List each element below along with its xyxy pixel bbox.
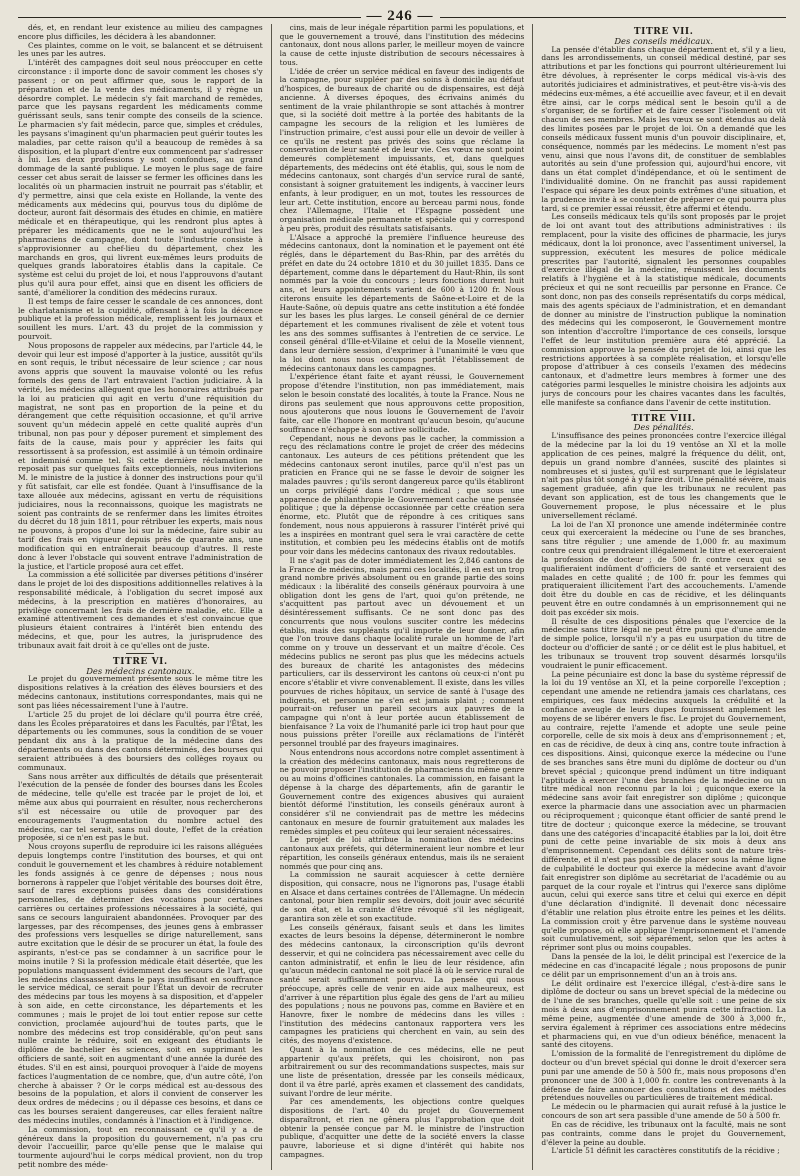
column-1 [18,24,263,1170]
paragraph: Nous croyons superflu de reproduire ici les raisons alléguées depuis longtemps contre l'institution des bourses, et qui ont conduit le gouvernement et les chambres à réduire notablement les fonds assignés à ce genre de dépenses ; nous nous bornerons à rappeler que l'objet véritable des bourses doit être, sauf de rares exceptions puisées dans des considérations personnelles, de déterminer des vocations pour certaines carrières ou certaines professions nécessaires à la société, qui sans ce secours languiraient abandonnées. Provoquer par des largesses, par des récompenses, des jeunes gens à embrasser des professions vers lesquelles se dirige naturellement, sans autre excitation que le désir de se procurer un état, la foule des aspirants, n'est-ce pas se condamner à un sacrifice pour le moins inutile ? Si la profession médicale était désertée, que les populations manquassent évidemment des secours de l'art, que les médecins classassent dans le pays insuffisant en souffrance le service médical, ce serait pour l'État un devoir de recruter des médecins par tous les moyens à sa disposition, et d'appeler à son aide, en cette circonstance, les départements et les communes ; mais le projet de loi tout entier repose sur cette conviction, proclamée aujourd'hui de toutes parts, que le nombre des médecins est trop considérable, qu'on peut sans nulle crainte le réduire, soit en exigeant des étudiants le diplôme de bachelier ès sciences, soit en supprimant les officiers de santé, soit en augmentant d'une année la durée des études. S'il en est ainsi, pourquoi provoquer à l'aide de moyens factices l'augmentation de ce nombre, que, d'un autre côté, l'on cherche à abaisser ? Or le corps médical est au-dessous des besoins de la population, et alors il convient de conserver les deux ordres de médecins ; ou il dépasse ces besoins, et dans ce cas les bourses seraient dangereuses, car elles feraient naître des médecins inutiles, condamnés à l'inaction et à l'indigence. [18,842,263,1125]
paragraph: La commission, tout en reconnaissant ce qu'il y a de généreux dans la proposition du gouvernement, n'a pas cru devoir l'accueillir, parce qu'elle pense que le malaise qui tourmente aujourd'hui le corps médical provient, non du trop petit nombre des méde- [18,1124,263,1169]
section-title-7: TITRE VII. [633,27,694,37]
paragraph: L'expérience étant faite et ayant réussi, le Gouvernement propose d'étendre l'institution, non pas immédiatement, mais selon le besoin constaté des localités, à toute la France. Nous ne dirons pas seulement que nous approuvons cette proposition, nous ajouterons que nous louons le Gouvernement de l'avoir faite, car elle l'honore en montrant qu'aucun besoin, qu'aucune souffrance n'échappe à son active sollicitude. [279,372,525,434]
paragraph: cins, mais de leur inégale répartition parmi les populations, et que le gouvernement a trouvé, dans l'institution des médecins cantonaux, dont nous allons parler, le meilleur moyen de vaincre la cause de cette injuste distribution de secours nécessaires à tous. [279,24,525,67]
paragraph: Nous entendrons nous accordons notre complet assentiment à la création des médecins cantonaux, mais nous regretterons de ne pouvoir proposer l'institution de pharmaciens du même genre ou au moins d'officines cantonales. La commission, en faisant la dépense à la charge des départements, afin de garantir le Gouvernement contre des exigences abusives qui auraient bientôt déformé l'institution, les conseils généraux auront à considérer s'il ne conviendrait pas de mettre les médecins cantonaux en mesure de fournir gratuitement aux malades les remèdes simples et peu coûteux qui leur seraient nécessaires. [279,747,525,836]
column-3 [541,24,786,1170]
paragraph: dés, et, en rendant leur existence au milieu des campagnes encore plus difficiles, les décidera à les abandonner. [18,24,263,41]
column-divider [532,24,533,1170]
paragraph: Cependant, nous ne devons pas le cacher, la commission a reçu des réclamations contre le projet de créer des médecins cantonaux. Les auteurs de ces pétitions prétendent que les médecins cantonaux seront inutiles, parce qu'il n'est pas un praticien en France qui ne se fasse le devoir de soigner les malades pauvres ; qu'ils seront dangereux parce qu'ils établiront un corps privilégié dans l'ordre médical ; que sous une apparence de philanthropie le Gouvernement cache une pensée politique ; que la dépense occasionnée par cette création sera énorme, etc. Plutôt que de répondre à ces critiques sans fondement, nous nous appuierons à rassurer l'intérêt privé qui les a inspirées en montrant quel sera le vrai caractère de cette institution, et combien peu les médecins établis ont de motifs pour voir dans les médecins cantonaux des rivaux redoutables. [279,433,525,557]
page-number [0,8,800,25]
paragraph: Quant à la nomination de ces médecins, elle ne peut appartenir qu'aux préfets, qui les choisiront, non pas arbitrairement ou sur des recommandations suspectes, mais sur une liste de présentation, dressée par les conseils médicaux, dont il va être parlé, après examen et classement des candidats, suivant l'ordre de leur mérite. [279,1044,525,1098]
paragraph: L'insuffisance des peines prononcées contre l'exercice illégal de la médecine par la loi du 19 ventôse an XI et la molle application de ces peines, malgré la fréquence du délit, ont, depuis un grand nombre d'années, suscité des plaintes si nombreuses et si justes, qu'il est surprenant que le législateur n'ait pas plus tôt songé à y faire droit. Une pénalité sévère, mais sagement graduée, afin que les tribunaux ne reculent pas devant son application, est de tous les changements que le Gouvernement propose, le plus nécessaire et le plus universellement réclamé. [541,431,787,520]
paragraph: L'intérêt des campagnes doit seul nous préoccuper en cette circonstance : il importe donc de savoir comment les choses s'y passent ; or on peut affirmer que, sous le rapport de la préparation et de la vente des médicaments, il y règne un désordre complet. Le médecin s'y fait marchand de remèdes, parce que les paysans regardent les médicaments comme guérissant seuls, sans tenir compte des conseils de la science. Le pharmacien s'y fait médecin, parce que, simples et crédules, les paysans s'imaginent qu'un pharmacien peut guérir toutes les maladies, par cette raison qu'il a beaucoup de remèdes à sa disposition, et la plupart d'entre eux commencent par s'adresser à lui. Les deux professions y sont confondues, au grand dommage de la santé publique. Le moyen le plus sage de faire cesser cet abus serait de laisser se fermer les officines dans les localités où un pharmacien instruit ne pourrait pas s'établir, et d'y permettre, ainsi que cela existe en Hollande, la vente des médicaments aux médecins qui, pourvus tous du diplôme de docteur, auront fait désormais des études en chimie, en matière médicale et en thérapeutique, qui les rendront plus aptes à préparer les médicaments que ne le sont aujourd'hui les pharmaciens de campagne, dont toute l'industrie consiste à s'approvisionner au chef-lieu du département, chez les marchands en gros, qui livrent eux-mêmes leurs produits de quelques grands laboratoires établis dans la capitale. Ce système est celui du projet de loi, et nous l'approuvons d'autant plus qu'il aura pour effet, ainsi que en disent les officiers de santé, d'améliorer la condition des médecins ruraux. [18,58,263,297]
paragraph: La loi de l'an XI prononce une amende indéterminée contre ceux qui exerceraient la médecine ou l'une de ses branches, sans titre régulier ; une amende de 1,000 fr. au maximum contre ceux qui prendraient illégalement le titre et exerceraient la profession de docteur ; de 500 fr. contre ceux qui se qualifieraient indûment d'officiers de santé et verseraient des malades en cette qualité ; de 100 fr. pour les femmes qui pratiqueraient illicitement l'art des accouchements. L'amende doit être du double en cas de récidive, et les délinquants peuvent être en outre condamnés à un emprisonnement qui ne doit pas excéder six mois. [541,519,787,617]
section-separator [126,653,154,654]
paragraph: L'idée de créer un service médical en faveur des indigents de la campagne, pour suppléer par des soins à domicile au défaut d'hospices, de bureaux de charité ou de dispensaires, est déjà ancienne. À diverses époques, des écrivains animés du sentiment de la vraie philanthropie se sont attachés à montrer que, si la société doit mettre à la portée des habitants de la campagne les secours de la religion et les lumières de l'instruction primaire, c'est aussi pour elle un devoir de veiller à ce qu'ils ne restent pas privés des soins que réclame la conservation de leur santé et de leur vie. Ces vœux ne sont point demeurés complètement impuissants, et, dans quelques départements, des médecins ont été établis, qui, sous le nom de médecins cantonaux, sont chargés d'un service rural de santé, consistant à soigner gratuitement les indigents, à vacciner leurs enfants, à leur prodiguer, en un mot, toutes les ressources de leur art. Cette institution, encore au berceau parmi nous, fonde chez l'Allemagne, l'Italie et l'Espagne possèdent une organisation médicale permanente et spéciale qui y correspond à peu près, produit des résultats satisfaisants. [279,66,525,233]
paragraph: Les conseils généraux, faisant seuls et dans les limites exactes de leurs besoins la dépense, détermineront le nombre des médecins cantonaux, la circonscription qu'ils devront desservir, et qui ne coïncidera pas nécessairement avec celle du canton administratif, et enfin le lieu de leur résidence, afin qu'aucun médecin cantonal ne soit placé là où le service rural de santé serait suffisamment pourvu. La pensée qui nous préoccupe, après celle de venir en aide aux malheureux, est d'arriver à une répartition plus égale des gens de l'art au milieu des populations ; nous ne pouvons pas, comme en Bavière et en Hanovre, fixer le nombre de médecins dans les villes : l'institution des médecins cantonaux rapportera vers les campagnes les praticiens qui cherchent en vain, au sein des cités, des moyens d'existence. [279,922,525,1046]
paragraph: La peine pécuniaire est donc la base du système répressif de la loi du 19 ventôse an XI, et la peine corporelle l'exception ; cependant une amende ne retiendra jamais ces charlatans, ces empiriques, ces faux médecins auxquels la crédulité et la confiance aveugle de leurs dupes fournissent amplement les moyens de se libérer envers le fisc. Le projet du Gouvernement, au contraire, rejette l'amende et adopte une seule peine corporelle, celle de six mois à deux ans d'emprisonnement ; et, en cas de récidive, de deux à cinq ans, contre toute infraction à ces dispositions. Ainsi, quiconque exerce la médecine ou l'une de ses branches sans être muni du diplôme de docteur ou d'un brevet spécial ; quiconque prend indûment un titre indiquant l'aptitude à exercer l'une des branches de la médecine ou un titre médical non reconnu par la loi ; quiconque exerce la médecine sans avoir fait enregistrer son diplôme ; quiconque exerce la pharmacie dans une association avec un pharmacien ou réciproquement ; quiconque étant officier de santé prend le titre de docteur ; quiconque exerce la médecine, se trouvant dans une des catégories d'incapacité établies par la loi, doit être puni de cette peine invariable de six mois à deux ans d'emprisonnement. Cependant ces délits sont de nature très-différente, et il n'est pas possible de placer sous la même ligne de culpabilité le docteur qui exerce la médecine avant d'avoir fait enregistrer son diplôme au secrétariat de l'académie ou au parquet de la cour royale et l'intrus qui l'exerce sans diplôme aucun, celui qui exerce sans titre et celui qui exerce en dépit d'une déclaration d'indignité. Il devenait donc nécessaire d'établir une relation plus étroite entre les peines et les délits. La commission croit y être parvenue dans le système nouveau qu'elle propose, où elle applique l'emprisonnement et l'amende soit cumulativement, soit séparément, selon que les actes à réprimer sont plus ou moins coupables. [541,669,787,953]
column-2 [280,24,525,1170]
section-subtitle-8: Des pénalités. [633,422,694,433]
section-subtitle-6: Des médecins cantonaux. [86,665,195,676]
columns [18,24,786,1170]
paragraph: Sans nous arrêter aux difficultés de détails que présenterait l'exécution de la pensée de fonder des bourses dans les Écoles de médecine, telle qu'elle est tracée par le projet de loi, et même aux abus qui pourraient en résulter, nous rechercherons s'il est nécessaire ou utile de provoquer par des encouragements l'augmentation du nombre actuel des médecins, car tel serait, sans nul doute, l'effet de la création proposée, si ce n'en est pas le but. [18,771,263,843]
paragraph: Il résulte de ces dispositions pénales que l'exercice de la médecine sans titre légal ne peut être puni que d'une amende de simple police, lorsqu'il n'y a pas eu usurpation du titre de docteur ou d'officier de santé ; or ce délit est le plus habituel, et les tribunaux se trouvent trop souvent désarmés lorsqu'ils voudraient le punir efficacement. [541,616,787,670]
paragraph: L'article 51 définit les caractères constitutifs de la récidive ; [551,1146,780,1156]
section-title-8: TITRE VIII. [631,413,696,424]
column-divider [271,24,272,1170]
paragraph: L'Alsace a approché la première l'influence heureuse des médecins cantonaux, dont la nomination et le payement ont été réglés, dans le département du Bas-Rhin, par des arrêtés du préfet en date du 24 octobre 1810 et du 30 juillet 1835. Dans ce département, comme dans le département du Haut-Rhin, ils sont nommés par la voie du concours ; leurs fonctions durent huit ans, et leurs appointements varient de 600 à 1200 fr. Nous citerons ensuite les départements de Saône-et-Loire et de la Haute-Saône, où depuis quatre ans cette institution a été fondée sur les bases les plus larges. Le conseil général de ce dernier département et les communes rivalisent de zèle et votent tous les ans des sommes suffisantes à l'entretien de ce service. Le conseil général d'Ille-et-Vilaine et celui de la Moselle viennent, dans leur dernière session, d'exprimer à l'unanimité le vœu que la loi dont nous nous occupons portât l'établissement de médecins cantonaux dans les campagnes. [279,232,525,373]
paragraph: Le médecin ou le pharmacien qui aurait refusé à la justice le concours de son art sera passible d'une amende de 50 à 500 fr. [541,1102,787,1121]
paragraph: Nous proposons de rappeler aux médecins, par l'article 44, le devoir qui leur est imposé d'apporter à la justice, aussitôt qu'ils en sont requis, le tribut nécessaire de leur science ; car nous avons appris que souvent la mauvaise volonté ou les refus formels des gens de l'art entravaient l'action judiciaire. À la vérité, les médecins allèguent que les honoraires attribués par la loi au praticien qui agit en vertu d'une réquisition du magistrat, ne sont pas en proportion de la peine et du dérangement que cette réquisition occasionne, et qu'il arrive souvent qu'un médecin appelé en cette qualité auprès d'un tribunal, non pas pour y déposer purement et simplement des faits de la cause, mais pour y apprécier les faits qui ressortissent à sa profession, est assimilé à un témoin ordinaire et indemnisé comme tel. Si cette dernière réclamation ne reposait pas sur quelques faits exceptionnels, nous inviterions M. le ministre de la justice à donner des instructions pour qu'il y fût satisfait, car elle est fondée. Quant à l'insuffisance de la taxe allouée aux médecins, agissant en vertu de réquisitions judiciaires, nous la reconnaissons, quoique les magistrats ne soient pas contraints de se renfermer dans les limites étroites du décret du 18 juin 1811, pour rétribuer les experts, mais nous ne pouvons, à propos d'une loi sur la médecine, faire subir au tarif des frais en vigueur depuis près de quarante ans, une modification qui en entraînerait beaucoup d'autres. Il reste donc à lever l'obstacle qui souvent entrave l'administration de la justice, et l'article proposé aura cet effet. [18,340,263,571]
paragraph: Dans la pensée de la loi, le délit principal est l'exercice de la médecine en cas d'incapacité légale ; nous proposons de punir ce délit par un emprisonnement d'un an à trois ans. [541,952,787,979]
paragraph: Ces plaintes, comme on le voit, se balancent et se détruisent les unes par les autres. [18,40,263,59]
paragraph: Il est temps de faire cesser le scandale de ces annonces, dont le charlatanisme et la cupidité, offensant à la fois la décence publique et la profession médicale, remplissent les journaux et souillent les murs. L'art. 43 du projet de la commission y pourvoit. [18,296,263,341]
section-title-6: TITRE VI. [112,656,168,667]
paragraph: Le projet du gouvernement présente sous le même titre les dispositions relatives à la création des élèves boursiers et des médecins cantonaux, institutions correspondantes, mais qui ne sont pas liées nécessairement l'une à l'autre. [18,674,263,710]
paragraph: La pensée d'établir dans chaque département et, s'il y a lieu, dans les arrondissements, un conseil médical destiné, par ses attributions et par les fonctions qui pourront ultérieurement lui être dévolues, à représenter le corps médical vis-à-vis des autorités judiciaires et administratives, et peut-être vis-à-vis des médecins eux-mêmes, a été accueillie avec faveur, et il en devait être ainsi, car le corps médical sent le besoin qu'il a de s'organiser, de se fortifier et de faire cesser l'isolement où vit chacun de ses membres. Mais les vœux se sont étendus au delà des limites posées par le projet de loi. On a demandé que les conseils médicaux fussent munis d'un pouvoir disciplinaire, et, conséquence, nommés par les médecins. Le moment n'est pas venu, ainsi que nous l'avons dit, de constituer de semblables autorités au sein d'une profession qui, aujourd'hui encore, vit dans un état complet d'indépendance, et où le sentiment de l'individualité domine. On ne franchit pas aussi rapidement l'espace qui sépare les deux points extrêmes d'une situation, et la prudence invite à se contenter de préparer ce qui pourra plus tard, si ce premier essai réussit, être affermi et étendu. [541,44,787,213]
paragraph: Il ne s'agit pas de doter immédiatement les 2,846 cantons de la France de médecins, mais parmi ces localités, il en est un trop grand nombre privés absolument ou en grande partie des soins médicaux : la libéralité des conseils généraux pourvoira à une obligation dont les gens de l'art, quoi qu'on prétende, ne s'acquittent pas partout avec un dévouement et un désintéressement suffisants. Ce ne sont donc pas des concurrents que nous voulons susciter contre les médecins établis, mais des suppléants qu'il importe de leur donner, afin que l'on trouve dans chaque localité rurale un homme de l'art comme on y trouve un desservant et un maître d'école. Ces médecins publics ne seront pas plus que les médecins actuels des bureaux de charité les antagonistes des médecins particuliers, car ils desserviront les cantons où ceux-ci n'ont pu encore s'établir et vivre convenablement. Il existe, dans les villes pourvues de riches hôpitaux, un service de santé à l'usage des indigents, et personne ne s'en est jamais plaint ; comment pourrait-on refuser un pareil secours aux pauvres de la campagne qui n'ont à leur portée aucun établissement de bienfaisance ? La voix de l'humanité parle ici trop haut pour que nous puissions prêter l'oreille aux réclamations de l'intérêt personnel troublé par des frayeurs imaginaires. [279,555,525,749]
paragraph: En cas de récidive, les tribunaux ont la faculté, mais ne sont pas contraints, comme dans le projet du Gouvernement, d'élever la peine au double. [541,1119,787,1147]
paragraph: Par ces amendements, les objections contre quelques dispositions de l'art. 40 du projet du Gouvernement disparaîtront, et rien ne gênera plus l'approbation que doit obtenir la pensée conçue par M. le ministre de l'instruction publique, d'acquitter une dette de la société envers la classe pauvre, laborieuse et si digne d'intérêt qui habite nos campagnes. [279,1097,525,1159]
paragraph: La commission a été sollicitée par diverses pétitions d'insérer dans le projet de loi des dispositions additionnelles relatives à la responsabilité médicale, à l'obligation du secret imposé aux médecins, à la prescription en matières d'honoraires, au privilège concernant les frais de dernière maladie, etc. Elle a examiné attentivement ces demandes et s'est convaincue que plusieurs étaient contraires à l'intérêt bien entendu des médecins, et que, pour les autres, la jurisprudence des tribunaux avait fait droit à ce qu'elles ont de juste. [18,570,263,650]
section-subtitle-7: Des conseils médicaux. [614,35,714,46]
paragraph: L'omission de la formalité de l'enregistrement du diplôme de docteur ou d'un brevet spécial qui donne le droit d'exercer sera puni par une amende de 50 à 500 fr., mais nous proposons d'en prononcer une de 300 à 1,000 fr. contre les contrevenants à la défense de faire annoncer des consultations et des méthodes prétendues nouvelles ou particulières de traitement médical. [541,1049,787,1103]
paragraph: Les conseils médicaux tels qu'ils sont proposés par le projet de loi ont avant tout des attributions administratives : ils remplacent, pour la visite des officines de pharmacie, les jurys médicaux, dont la loi prononce, avec l'assentiment universel, la suppression, exécutent les mesures de police médicale prescrites par l'autorité, signalent les personnes coupables d'exercice illégal de la médecine, réunissent les documents relatifs à l'hygiène et à la statistique médicale, documents précieux et qui ne sont recueillis par personne en France. Ce sont donc, non pas des conseils représentatifs du corps médical, mais des agents spéciaux de l'administration, et en demandant de donner au ministre de l'instruction publique la nomination des médecins qui les composeront, le Gouvernement montre son intention d'accroître l'importance de ces conseils, lorsque l'effet de leur institution première aura été apprécié. La commission approuve la pensée du projet de loi, ainsi que les restrictions apportées à sa complète réalisation, et lorsqu'elle propose d'attribuer à ces conseils l'examen des médecins cantonaux, et d'admettre leurs membres à former une des catégories parmi lesquelles le ministre choisira les adjoints aux jurys de concours pour les chaires vacantes dans les facultés, elle manifeste sa confiance dans l'avenir de cette institution. [541,212,787,407]
paragraph: Le projet de loi attribue la nomination des médecins cantonaux aux préfets, qui détermineraient leur nombre et leur répartition, les conseils généraux entendus, mais ils ne seraient nommés que pour cinq ans. [279,835,525,871]
section-separator [650,410,678,411]
paragraph: L'article 25 du projet de loi déclare qu'il pourra être créé, dans les Écoles préparatoires et dans les Facultés, par l'État, les départements ou les communes, sous la condition de se vouer pendant dix ans à la pratique de la médecine dans des départements ou dans des cantons déterminés, des bourses qui seraient attribuées à des boursiers des collèges royaux ou communaux. [18,709,263,772]
paragraph: Le délit ordinaire est l'exercice illégal, c'est-à-dire sans le diplôme de docteur ou sans un brevet spécial de la médecine ou de l'une de ses branches, quelle qu'elle soit : une peine de six mois à deux ans d'emprisonnement punira cette infraction. La même peine, augmentée d'une amende de 300 à 3,000 fr., servira également à réprimer ces associations entre médecins et pharmaciens qui, en vue d'un odieux bénéfice, menacent la santé des citoyens. [541,978,787,1050]
paragraph: La commission ne saurait acquiescer à cette dernière disposition, qui consacre, nous ne l'ignorons pas, l'usage établi en Alsace et dans certaines contrées de l'Allemagne. Un médecin cantonal, pour bien remplir ses devoirs, doit jouir avec sécurité de son état, et la crainte d'être révoqué s'il les négligeait, garantira son zèle et son exactitude. [279,870,525,923]
page-number-text: — 246 — [361,8,440,24]
